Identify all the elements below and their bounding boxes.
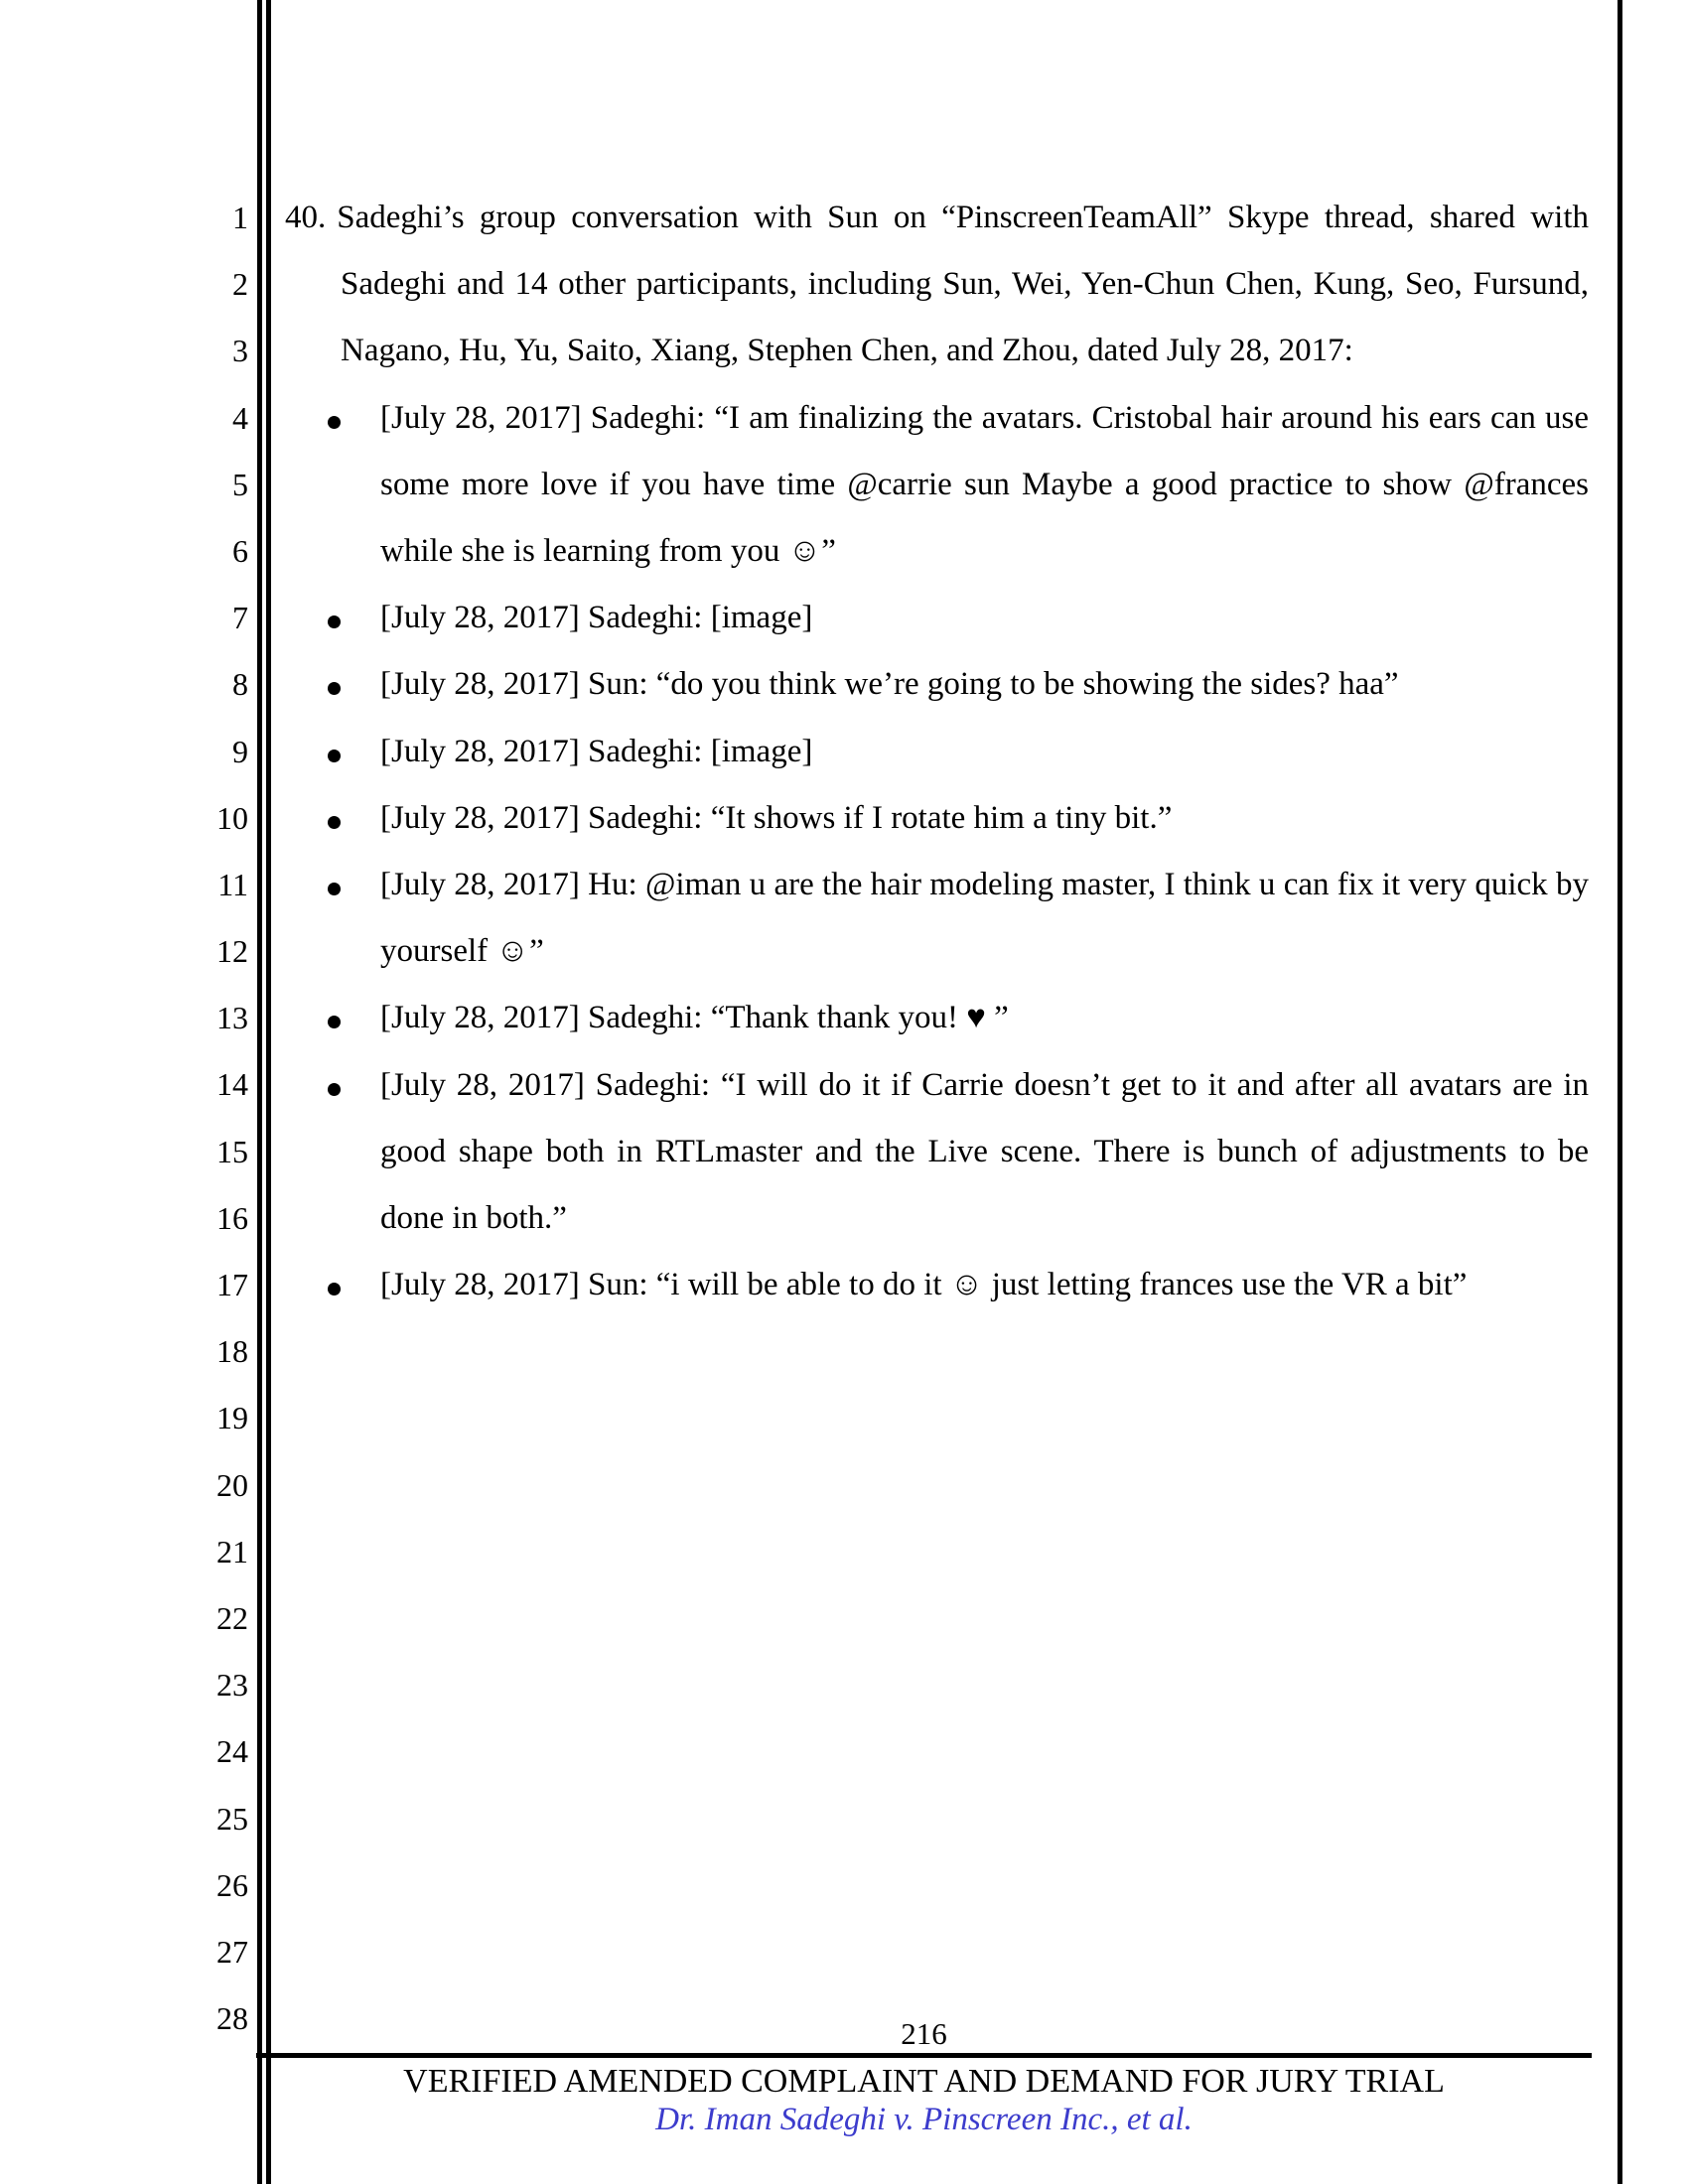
left-double-rule bbox=[257, 0, 271, 2184]
right-rule bbox=[1618, 0, 1622, 2184]
line-number: 10 bbox=[216, 799, 248, 836]
message-text: [July 28, 2017] Sadeghi: [image] bbox=[380, 733, 813, 769]
line-number: 23 bbox=[216, 1667, 248, 1704]
message-text: [July 28, 2017] Sun: “do you think we’re going to be showing the sides? haa” bbox=[380, 666, 1399, 703]
message-item bbox=[285, 1252, 1589, 1318]
message-item bbox=[285, 985, 1589, 1051]
bullet-icon bbox=[328, 416, 341, 429]
line-number: 6 bbox=[232, 532, 248, 569]
line-number: 1 bbox=[232, 200, 248, 235]
line-number: 13 bbox=[216, 1000, 248, 1036]
bullet-icon bbox=[328, 883, 341, 895]
line-number: 24 bbox=[216, 1733, 248, 1770]
footer-case-name: Dr. Iman Sadeghi v. Pinscreen Inc., et al. bbox=[655, 2102, 1193, 2137]
bullet-icon bbox=[328, 1283, 341, 1296]
message-text: [July 28, 2017] Sadeghi: “I will do it if Carrie doesn’t get to it and after all avatars are in good shape both in RTLmaster and the Live scene. There is bunch of adjustments to be done in both.” bbox=[380, 1066, 1589, 1237]
bullet-icon bbox=[328, 682, 341, 695]
bullet-icon bbox=[328, 816, 341, 829]
line-number: 7 bbox=[232, 600, 248, 636]
message-text: [July 28, 2017] Sadeghi: “I am finalizing the avatars. Cristobal hair around his ears can use some more love if you have time @carrie sun Maybe a good practice to show @frances while she is learning from you ☺” bbox=[380, 399, 1589, 570]
body-text bbox=[285, 185, 1589, 1318]
line-number: 8 bbox=[232, 666, 248, 703]
line-number: 25 bbox=[216, 1800, 248, 1837]
line-number: 21 bbox=[216, 1533, 248, 1570]
footer-rule bbox=[256, 2053, 1592, 2058]
message-item bbox=[285, 1052, 1589, 1253]
line-number: 2 bbox=[232, 266, 248, 303]
line-number: 28 bbox=[216, 2000, 248, 2037]
line-number: 9 bbox=[232, 733, 248, 769]
message-text: [July 28, 2017] Sadeghi: “It shows if I rotate him a tiny bit.” bbox=[380, 799, 1173, 836]
bullet-icon bbox=[328, 1016, 341, 1028]
line-number: 22 bbox=[216, 1599, 248, 1636]
message-item bbox=[285, 385, 1589, 586]
line-number: 20 bbox=[216, 1466, 248, 1503]
line-number: 19 bbox=[216, 1400, 248, 1436]
message-text: [July 28, 2017] Sadeghi: “Thank thank you! ♥ ” bbox=[380, 1000, 1009, 1036]
line-number: 3 bbox=[232, 333, 248, 369]
line-number: 5 bbox=[232, 466, 248, 502]
message-item bbox=[285, 585, 1589, 651]
line-number: 27 bbox=[216, 1933, 248, 1970]
line-number: 4 bbox=[232, 399, 248, 436]
message-text: [July 28, 2017] Sadeghi: [image] bbox=[380, 600, 813, 636]
line-number: 26 bbox=[216, 1866, 248, 1903]
bullet-icon bbox=[328, 615, 341, 628]
message-list bbox=[285, 385, 1589, 1319]
message-text: [July 28, 2017] Hu: @iman u are the hair modeling master, I think u can fix it very quick by yourself ☺” bbox=[380, 867, 1589, 970]
line-number: 18 bbox=[216, 1333, 248, 1370]
line-number-gutter bbox=[0, 185, 248, 2052]
line-number: 17 bbox=[216, 1267, 248, 1302]
paragraph-number: 40. bbox=[285, 200, 327, 235]
paragraph-40 bbox=[285, 185, 1589, 385]
line-number: 11 bbox=[217, 866, 248, 902]
message-item bbox=[285, 719, 1589, 785]
message-item bbox=[285, 651, 1589, 718]
message-text: [July 28, 2017] Sun: “i will be able to do it ☺ just letting frances use the VR a bit” bbox=[380, 1267, 1468, 1303]
line-number: 16 bbox=[216, 1199, 248, 1236]
footer-title: VERIFIED AMENDED COMPLAINT AND DEMAND FOR JURY TRIAL bbox=[403, 2063, 1445, 2100]
page-number: 216 bbox=[901, 2016, 947, 2051]
line-number: 12 bbox=[216, 933, 248, 970]
line-number: 14 bbox=[216, 1066, 248, 1103]
bullet-icon bbox=[328, 750, 341, 762]
message-item bbox=[285, 785, 1589, 852]
bullet-icon bbox=[328, 1083, 341, 1096]
message-item bbox=[285, 852, 1589, 985]
paragraph-intro-text: Sadeghi’s group conversation with Sun on “PinscreenTeamAll” Skype thread, shared with Sadeghi and 14 other participants, including Sun, Wei, Yen-Chun Chen, Kung, Seo, Fursund, Nagano, Hu, Yu, Saito, Xiang, Stephen Chen, and Zhou, dated July 28, 2017: bbox=[337, 200, 1589, 369]
line-number: 15 bbox=[216, 1133, 248, 1169]
